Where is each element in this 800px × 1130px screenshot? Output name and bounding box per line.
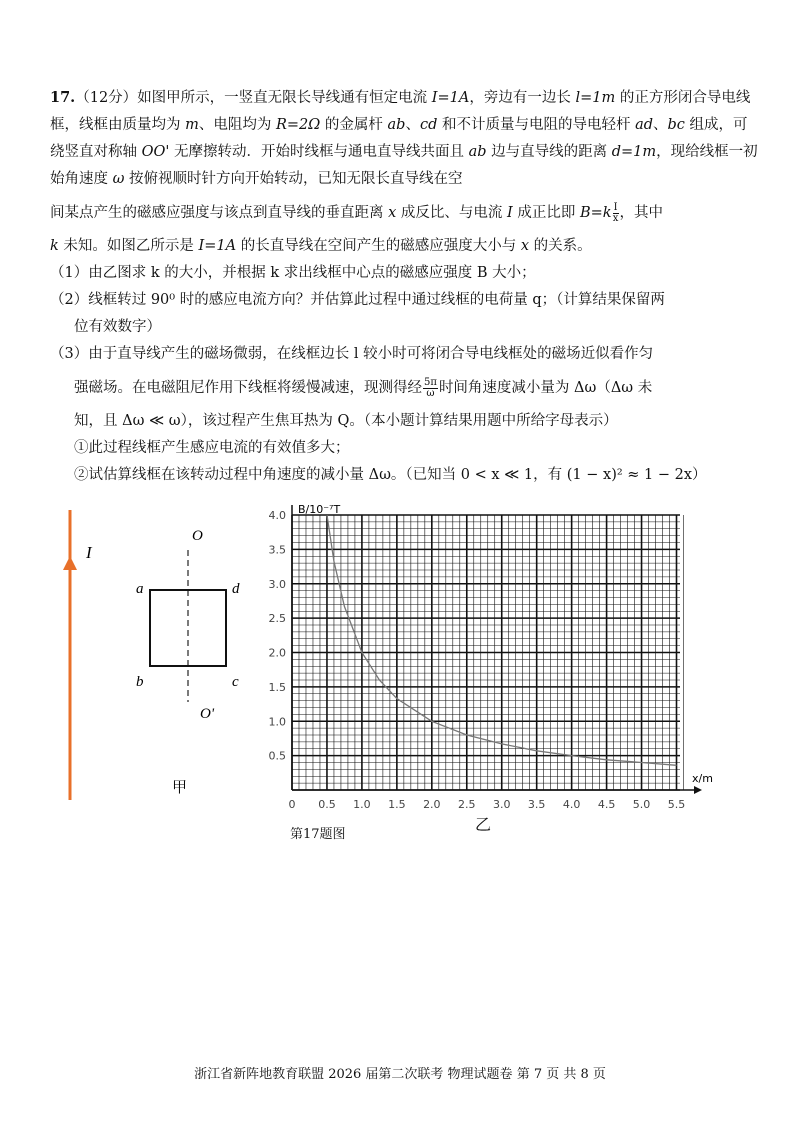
x-tick-label: 2.5: [458, 798, 476, 811]
sub-question-3-2: ②试估算线框在该转动过程中角速度的减小量 Δω。（已知当 0 < x ≪ 1，有 (1 − x)² ≈ 1 − 2x）: [74, 467, 707, 483]
question-17: [50, 84, 760, 489]
paragraph-3: k 未知。如图乙所示是 I=1A 的长直导线在空间产生的磁感应强度大小与 x 的关系。: [50, 238, 592, 254]
x-tick-label: 2.0: [423, 798, 441, 811]
sub-question-3c: 知，且 Δω ≪ ω），该过程产生焦耳热为 Q。（本小题计算结果用题中所给字母表示）: [74, 413, 618, 429]
y-tick-label: 3.5: [268, 543, 286, 557]
fraction-5pi-over-omega: $\frac{5\pi}{\omega}$: [424, 376, 437, 399]
label-O-prime: O': [200, 706, 215, 722]
x-axis-label: x/m: [692, 772, 713, 785]
label-b: b: [136, 674, 144, 690]
y-tick-label: 2.0: [268, 646, 286, 660]
current-label: I: [86, 543, 92, 562]
label-c: c: [232, 674, 239, 690]
fraction-I-over-x: $\frac{I}{x}$: [612, 201, 619, 224]
x-tick-label: 1.0: [353, 798, 371, 811]
y-tick-label: 0.5: [268, 749, 286, 763]
label-d: d: [232, 581, 240, 597]
x-axis-arrow-icon: [694, 786, 702, 794]
x-tick-label: 4.0: [562, 798, 581, 811]
x-tick-label: 5.5: [667, 798, 686, 811]
caption-yi: 乙: [475, 815, 492, 834]
paragraph-1: 17.（12分）如图甲所示，一竖直无限长导线通有恒定电流 I=1A，旁边有一边长 l=1m 的正方形闭合导电线框，线框由质量均为 m、电阻均为 R=2Ω 的金属杆 ab、cd 和不计质量与电阻的导电轻杆 ad、bc 组成，可绕竖直对称轴 OO' 无摩擦转动．开始时线框与通电直导线共面且 ab 边与直导线的距离 d=1m，现给线框一初始角速度 ω 按俯视顺时针方向开始转动，已知无限长直导线在空: [50, 89, 758, 187]
chart-axes: [292, 505, 702, 794]
label-a: a: [136, 581, 144, 597]
y-axis-label: B/10⁻⁷T: [298, 503, 341, 516]
sub-question-3a: （3）由于直导线产生的磁场微弱，在线框边长 l 较小时可将闭合导电线框处的磁场近似看作匀: [50, 346, 654, 362]
y-tick-label: 1.0: [268, 715, 286, 729]
x-tick-label: 5.0: [632, 798, 651, 811]
sub-question-1: （1）由乙图求 k 的大小，并根据 k 求出线框中心点的磁感应强度 B 大小；: [50, 265, 536, 281]
x-tick-label: 0.5: [318, 798, 336, 811]
chart-ticks: [269, 509, 686, 811]
y-tick-label: 2.5: [268, 612, 286, 626]
sub-question-3-1: ①此过程线框产生感应电流的有效值多大；: [74, 440, 350, 456]
sub-question-2b: 位有效数字）: [74, 319, 161, 335]
chart-B-vs-x: [255, 495, 713, 835]
sub-question-2a: （2）线框转过 90⁰ 时的感应电流方向？并估算此过程中通过线框的电荷量 q；（计算结果保留两: [50, 292, 665, 308]
caption-jia: 甲: [172, 778, 188, 796]
y-tick-label: 3.0: [268, 577, 286, 591]
chart-grid: [292, 515, 683, 790]
label-O: O: [192, 528, 203, 544]
x-tick-label: 3.0: [492, 798, 511, 811]
x-tick-label: 0: [288, 798, 296, 811]
page-footer: 浙江省新阵地教育联盟 2026 届第二次联考 物理试题卷 第 7 页 共 8 页: [194, 1067, 606, 1082]
x-tick-label: 1.5: [388, 798, 406, 811]
figure-17: [0, 490, 800, 850]
question-number: 17.: [50, 89, 76, 106]
x-tick-label: 4.5: [597, 798, 616, 811]
y-tick-label: 4.0: [268, 509, 286, 522]
y-tick-label: 1.5: [268, 680, 286, 694]
paragraph-2: 间某点产生的磁感应强度与该点到直导线的垂直距离 x 成反比、与电流 I 成正比即 B=k $\frac{I}{x}$ ，其中: [50, 201, 664, 224]
sub-question-3b: 强磁场。在电磁阻尼作用下线框将缓慢减速，现测得经 $\frac{5\pi}{\omega}$ 时间角速度减小量为 Δω（Δω 未: [74, 376, 653, 399]
current-arrow-icon: [63, 556, 77, 570]
figure-title: 第17题图: [290, 827, 346, 842]
x-tick-label: 3.5: [527, 798, 546, 811]
figure-jia: [0, 490, 260, 820]
